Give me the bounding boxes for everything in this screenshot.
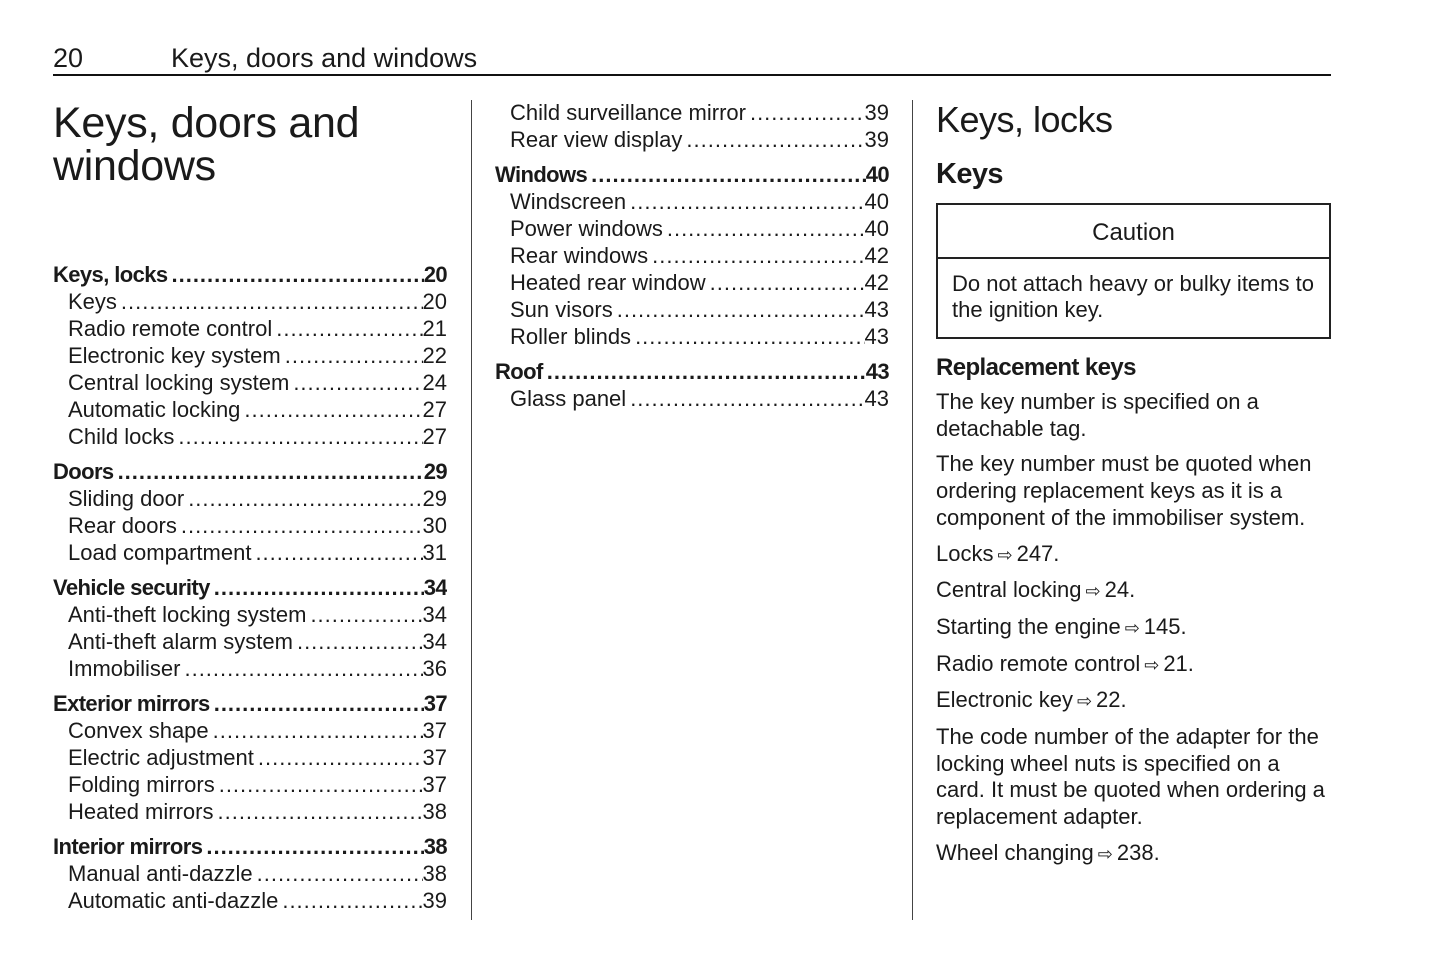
dot-leader bbox=[210, 574, 424, 601]
toc-label: Anti-theft locking system bbox=[68, 602, 307, 627]
replacement-keys-heading: Replacement keys bbox=[936, 354, 1136, 381]
toc-page: 37 bbox=[423, 691, 447, 716]
left-column bbox=[53, 99, 447, 914]
cross-reference[interactable]: Electronic key ⇨ 22. bbox=[936, 687, 1332, 715]
toc-page: 30 bbox=[422, 513, 447, 538]
toc-entry[interactable] bbox=[495, 296, 889, 323]
toc-page: 37 bbox=[422, 745, 447, 770]
column-divider bbox=[912, 100, 913, 920]
table-of-contents bbox=[53, 261, 447, 914]
toc-label: Keys bbox=[68, 289, 117, 314]
toc-label: Keys, locks bbox=[53, 262, 168, 287]
toc-entry[interactable] bbox=[53, 315, 447, 342]
toc-entry[interactable] bbox=[53, 860, 447, 887]
toc-page: 37 bbox=[422, 772, 447, 797]
toc-label: Electric adjustment bbox=[68, 745, 254, 770]
dot-leader bbox=[213, 798, 422, 825]
dot-leader bbox=[306, 601, 422, 628]
toc-page: 39 bbox=[864, 100, 889, 125]
dot-leader bbox=[117, 288, 423, 315]
page-header bbox=[53, 42, 1331, 76]
toc-entry[interactable] bbox=[53, 771, 447, 798]
toc-page: 31 bbox=[422, 540, 447, 565]
dot-leader bbox=[543, 358, 866, 385]
toc-entry[interactable] bbox=[495, 99, 889, 126]
page-reference-arrow-icon: ⇨ bbox=[1097, 843, 1113, 864]
paragraph: The key number must be quoted when ordering replacement keys as it is a component of the immobiliser system. bbox=[936, 451, 1312, 530]
toc-label: Windscreen bbox=[510, 189, 627, 214]
toc-page: 42 bbox=[864, 270, 889, 295]
toc-label: Glass panel bbox=[510, 386, 627, 411]
dot-leader bbox=[272, 315, 422, 342]
toc-label: Anti-theft alarm system bbox=[68, 629, 293, 654]
toc-label: Exterior mirrors bbox=[53, 691, 210, 716]
toc-page: 34 bbox=[423, 575, 447, 600]
toc-entry[interactable] bbox=[495, 242, 889, 269]
toc-page: 24 bbox=[422, 370, 447, 395]
toc-label: Automatic locking bbox=[68, 397, 241, 422]
toc-label: Heated rear window bbox=[510, 270, 706, 295]
toc-label: Load compartment bbox=[68, 540, 252, 565]
dot-leader bbox=[215, 771, 423, 798]
toc-page: 20 bbox=[423, 262, 447, 287]
toc-page: 43 bbox=[864, 324, 889, 349]
page-reference-arrow-icon: ⇨ bbox=[1085, 581, 1101, 602]
toc-page: 22 bbox=[422, 343, 447, 368]
dot-leader bbox=[184, 485, 422, 512]
dot-leader bbox=[626, 188, 864, 215]
toc-page: 40 bbox=[864, 216, 889, 241]
toc-entry[interactable] bbox=[53, 342, 447, 369]
dot-leader bbox=[254, 744, 423, 771]
toc-page: 40 bbox=[865, 162, 889, 187]
cross-reference[interactable]: Locks ⇨ 247. bbox=[936, 541, 1332, 569]
dot-leader bbox=[278, 887, 422, 914]
toc-section[interactable] bbox=[53, 458, 447, 485]
paragraph: The code number of the adapter for the locking wheel nuts is specified on a card. It must be quoted when ordering a replacement adapter. bbox=[936, 724, 1325, 830]
dot-leader bbox=[174, 423, 422, 450]
subsection-heading: Keys bbox=[936, 158, 1003, 190]
toc-section[interactable] bbox=[53, 833, 447, 860]
toc-label: Sun visors bbox=[510, 297, 613, 322]
dot-leader bbox=[293, 628, 423, 655]
toc-page: 43 bbox=[865, 359, 889, 384]
toc-label: Heated mirrors bbox=[68, 799, 214, 824]
toc-entry[interactable] bbox=[53, 744, 447, 771]
toc-page: 34 bbox=[422, 602, 447, 627]
page-reference-arrow-icon: ⇨ bbox=[1124, 617, 1140, 638]
toc-entry[interactable] bbox=[495, 269, 889, 296]
toc-label: Rear view display bbox=[510, 127, 683, 152]
cross-reference[interactable]: Radio remote control ⇨ 21. bbox=[936, 651, 1332, 679]
toc-label: Roof bbox=[495, 359, 543, 384]
toc-label: Rear windows bbox=[510, 243, 649, 268]
toc-entry[interactable] bbox=[53, 628, 447, 655]
toc-section[interactable] bbox=[495, 161, 889, 188]
toc-page: 42 bbox=[864, 243, 889, 268]
toc-label: Central locking system bbox=[68, 370, 290, 395]
toc-label: Sliding door bbox=[68, 486, 185, 511]
toc-entry[interactable] bbox=[53, 887, 447, 914]
dot-leader bbox=[281, 342, 423, 369]
toc-page: 36 bbox=[422, 656, 447, 681]
dot-leader bbox=[663, 215, 865, 242]
toc-section[interactable] bbox=[495, 358, 889, 385]
dot-leader bbox=[177, 512, 423, 539]
toc-page: 38 bbox=[423, 834, 447, 859]
toc-entry[interactable] bbox=[495, 126, 889, 153]
toc-page: 43 bbox=[864, 386, 889, 411]
dot-leader bbox=[210, 690, 424, 717]
toc-entry[interactable] bbox=[495, 215, 889, 242]
toc-section[interactable] bbox=[53, 261, 447, 288]
toc-entry[interactable] bbox=[53, 423, 447, 450]
dot-leader bbox=[289, 369, 422, 396]
toc-entry[interactable] bbox=[53, 396, 447, 423]
section-heading: Keys, locks bbox=[936, 99, 1113, 140]
toc-label: Folding mirrors bbox=[68, 772, 215, 797]
toc-label: Rear doors bbox=[68, 513, 177, 538]
dot-leader bbox=[209, 717, 423, 744]
toc-label: Windows bbox=[495, 162, 588, 187]
paragraph: The key number is specified on a detachable tag. bbox=[936, 389, 1259, 441]
dot-leader bbox=[746, 99, 865, 126]
table-of-contents-continued bbox=[495, 99, 889, 412]
middle-column bbox=[495, 99, 889, 412]
toc-page: 39 bbox=[864, 127, 889, 152]
toc-label: Power windows bbox=[510, 216, 663, 241]
caution-box bbox=[936, 203, 1331, 339]
dot-leader bbox=[202, 833, 423, 860]
toc-entry[interactable] bbox=[495, 385, 889, 412]
chapter-title: Keys, doors and windows bbox=[53, 99, 360, 190]
toc-section[interactable] bbox=[53, 690, 447, 717]
toc-entry[interactable] bbox=[495, 323, 889, 350]
toc-page: 27 bbox=[422, 424, 447, 449]
toc-page: 29 bbox=[423, 459, 447, 484]
toc-page: 39 bbox=[422, 888, 447, 913]
header-title: Keys, doors and windows bbox=[171, 43, 478, 73]
toc-entry[interactable] bbox=[53, 485, 447, 512]
toc-section[interactable] bbox=[53, 574, 447, 601]
toc-page: 38 bbox=[422, 799, 447, 824]
caution-body: Do not attach heavy or bulky items to the ignition key. bbox=[952, 271, 1314, 322]
page-reference-arrow-icon: ⇨ bbox=[1144, 654, 1160, 675]
dot-leader bbox=[626, 385, 864, 412]
dot-leader bbox=[587, 161, 866, 188]
toc-entry[interactable] bbox=[53, 655, 447, 682]
toc-page: 27 bbox=[422, 397, 447, 422]
toc-page: 34 bbox=[422, 629, 447, 654]
toc-label: Manual anti-dazzle bbox=[68, 861, 253, 886]
toc-label: Doors bbox=[53, 459, 114, 484]
toc-page: 43 bbox=[864, 297, 889, 322]
dot-leader bbox=[631, 323, 864, 350]
toc-label: Roller blinds bbox=[510, 324, 632, 349]
toc-entry[interactable] bbox=[53, 798, 447, 825]
cross-reference[interactable]: Central locking ⇨ 24. bbox=[936, 577, 1332, 605]
toc-page: 21 bbox=[422, 316, 447, 341]
toc-entry[interactable] bbox=[53, 717, 447, 744]
toc-page: 40 bbox=[864, 189, 889, 214]
dot-leader bbox=[251, 539, 422, 566]
toc-page: 37 bbox=[422, 718, 447, 743]
toc-entry[interactable] bbox=[53, 601, 447, 628]
toc-label: Vehicle security bbox=[53, 575, 210, 600]
toc-entry[interactable] bbox=[53, 512, 447, 539]
dot-leader bbox=[706, 269, 865, 296]
cross-reference[interactable]: Wheel changing ⇨ 238. bbox=[936, 840, 1332, 868]
dot-leader bbox=[613, 296, 865, 323]
toc-page: 38 bbox=[422, 861, 447, 886]
caution-title: Caution bbox=[938, 205, 1329, 259]
toc-label: Child surveillance mirror bbox=[510, 100, 746, 125]
page-reference-arrow-icon: ⇨ bbox=[997, 544, 1013, 565]
toc-entry[interactable] bbox=[495, 188, 889, 215]
dot-leader bbox=[253, 860, 423, 887]
column-divider bbox=[471, 100, 472, 920]
toc-label: Automatic anti-dazzle bbox=[68, 888, 279, 913]
toc-label: Electronic key system bbox=[68, 343, 281, 368]
page-reference-arrow-icon: ⇨ bbox=[1076, 691, 1093, 712]
toc-label: Immobiliser bbox=[68, 656, 181, 681]
toc-page: 29 bbox=[422, 486, 447, 511]
toc-entry[interactable] bbox=[53, 288, 447, 315]
toc-page: 20 bbox=[422, 289, 447, 314]
dot-leader bbox=[648, 242, 864, 269]
toc-label: Interior mirrors bbox=[53, 834, 203, 859]
cross-reference[interactable]: Starting the engine ⇨ 145. bbox=[936, 614, 1332, 642]
dot-leader bbox=[114, 458, 424, 485]
toc-entry[interactable] bbox=[53, 539, 447, 566]
dot-leader bbox=[167, 261, 423, 288]
dot-leader bbox=[180, 655, 422, 682]
toc-entry[interactable] bbox=[53, 369, 447, 396]
toc-label: Convex shape bbox=[68, 718, 209, 743]
toc-label: Radio remote control bbox=[68, 316, 273, 341]
dot-leader bbox=[240, 396, 422, 423]
dot-leader bbox=[682, 126, 864, 153]
right-column bbox=[936, 100, 1332, 868]
toc-label: Child locks bbox=[68, 424, 175, 449]
page-number: 20 bbox=[53, 43, 84, 73]
